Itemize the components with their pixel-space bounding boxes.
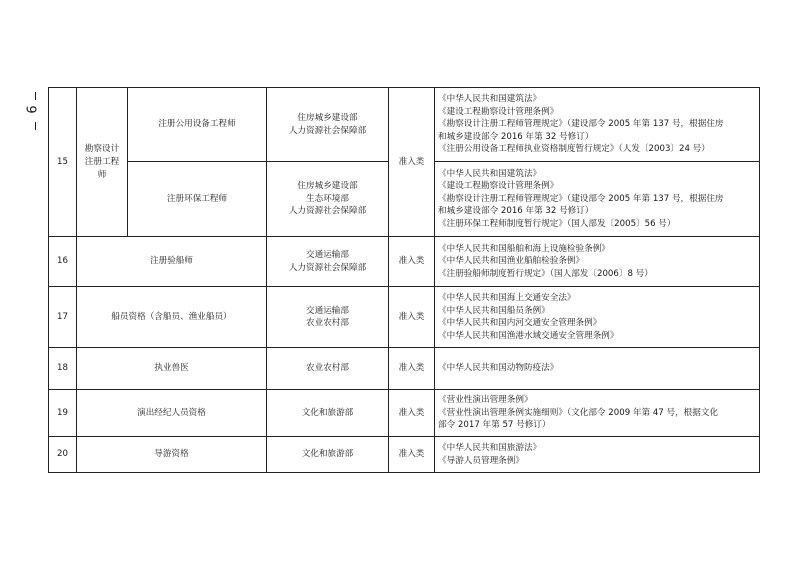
qualification-name: 船员资格（含船员、渔业船员） xyxy=(77,287,267,348)
table-row xyxy=(49,390,760,437)
qualification-name: 注册验船师 xyxy=(77,237,267,287)
category-cell: 准入类 xyxy=(389,348,435,390)
row-number: 17 xyxy=(49,287,77,348)
law-basis-cell: 《中华人民共和国旅游法》 《导游人员管理条例》 xyxy=(435,437,760,473)
qualification-name: 注册环保工程师 xyxy=(128,162,267,237)
category-cell: 准入类 xyxy=(389,237,435,287)
page-number-dash-bottom xyxy=(35,122,36,130)
department-cell: 交通运输部 农业农村部 xyxy=(267,287,389,348)
page-number-text: 9 xyxy=(22,105,38,114)
page-number-dash-top xyxy=(35,92,36,100)
row-number: 15 xyxy=(49,88,77,237)
group-name: 勘察设计 注册工程 师 xyxy=(77,88,128,237)
law-basis-cell: 《中华人民共和国船舶和海上设施检验条例》 《中华人民共和国渔业船舶检验条例》 《注册验船师制度暂行规定》（国人部发〔2006〕8 号） xyxy=(435,237,760,287)
table-row xyxy=(49,437,760,473)
qualification-name: 注册公用设备工程师 xyxy=(128,88,267,162)
category-cell: 准入类 xyxy=(389,437,435,473)
law-basis-cell: 《中华人民共和国动物防疫法》 xyxy=(435,348,760,390)
table-row xyxy=(49,237,760,287)
qualification-name: 导游资格 xyxy=(77,437,267,473)
table-row xyxy=(49,287,760,348)
department-cell: 住房城乡建设部 人力资源社会保障部 xyxy=(267,88,389,162)
department-cell: 农业农村部 xyxy=(267,348,389,390)
law-basis-cell: 《中华人民共和国建筑法》 《建设工程勘察设计管理条例》 《勘察设计注册工程师管理规定》（建设部令 2005 年第 137 号，根据住房 和城乡建设部令 2016 年第 32 号修订） 《注册环保工程师制度暂行规定》（国人部发〔2005〕56 号） xyxy=(435,162,760,237)
category-cell: 准入类 xyxy=(389,88,435,237)
law-basis-cell: 《中华人民共和国海上交通安全法》 《中华人民共和国船员条例》 《中华人民共和国内河交通安全管理条例》 《中华人民共和国渔港水域交通安全管理条例》 xyxy=(435,287,760,348)
table-row xyxy=(49,88,760,162)
qualification-name: 执业兽医 xyxy=(77,348,267,390)
row-number: 19 xyxy=(49,390,77,437)
department-cell: 住房城乡建设部 生态环境部 人力资源社会保障部 xyxy=(267,162,389,237)
department-cell: 文化和旅游部 xyxy=(267,437,389,473)
department-cell: 文化和旅游部 xyxy=(267,390,389,437)
page-number xyxy=(22,92,46,132)
category-cell: 准入类 xyxy=(389,287,435,348)
row-number: 18 xyxy=(49,348,77,390)
category-cell: 准入类 xyxy=(389,390,435,437)
department-cell: 交通运输部 人力资源社会保障部 xyxy=(267,237,389,287)
qualification-table xyxy=(48,87,760,473)
row-number: 16 xyxy=(49,237,77,287)
table-row xyxy=(49,348,760,390)
law-basis-cell: 《中华人民共和国建筑法》 《建设工程勘察设计管理条例》 《勘察设计注册工程师管理规定》（建设部令 2005 年第 137 号，根据住房 和城乡建设部令 2016 年第 32 号修订） 《注册公用设备工程师执业资格制度暂行规定》（人发〔2003〕24 号） xyxy=(435,88,760,162)
row-number: 20 xyxy=(49,437,77,473)
qualification-name: 演出经纪人员资格 xyxy=(77,390,267,437)
law-basis-cell: 《营业性演出管理条例》 《营业性演出管理条例实施细则》（文化部令 2009 年第 47 号，根据文化 部令 2017 年第 57 号修订） xyxy=(435,390,760,437)
